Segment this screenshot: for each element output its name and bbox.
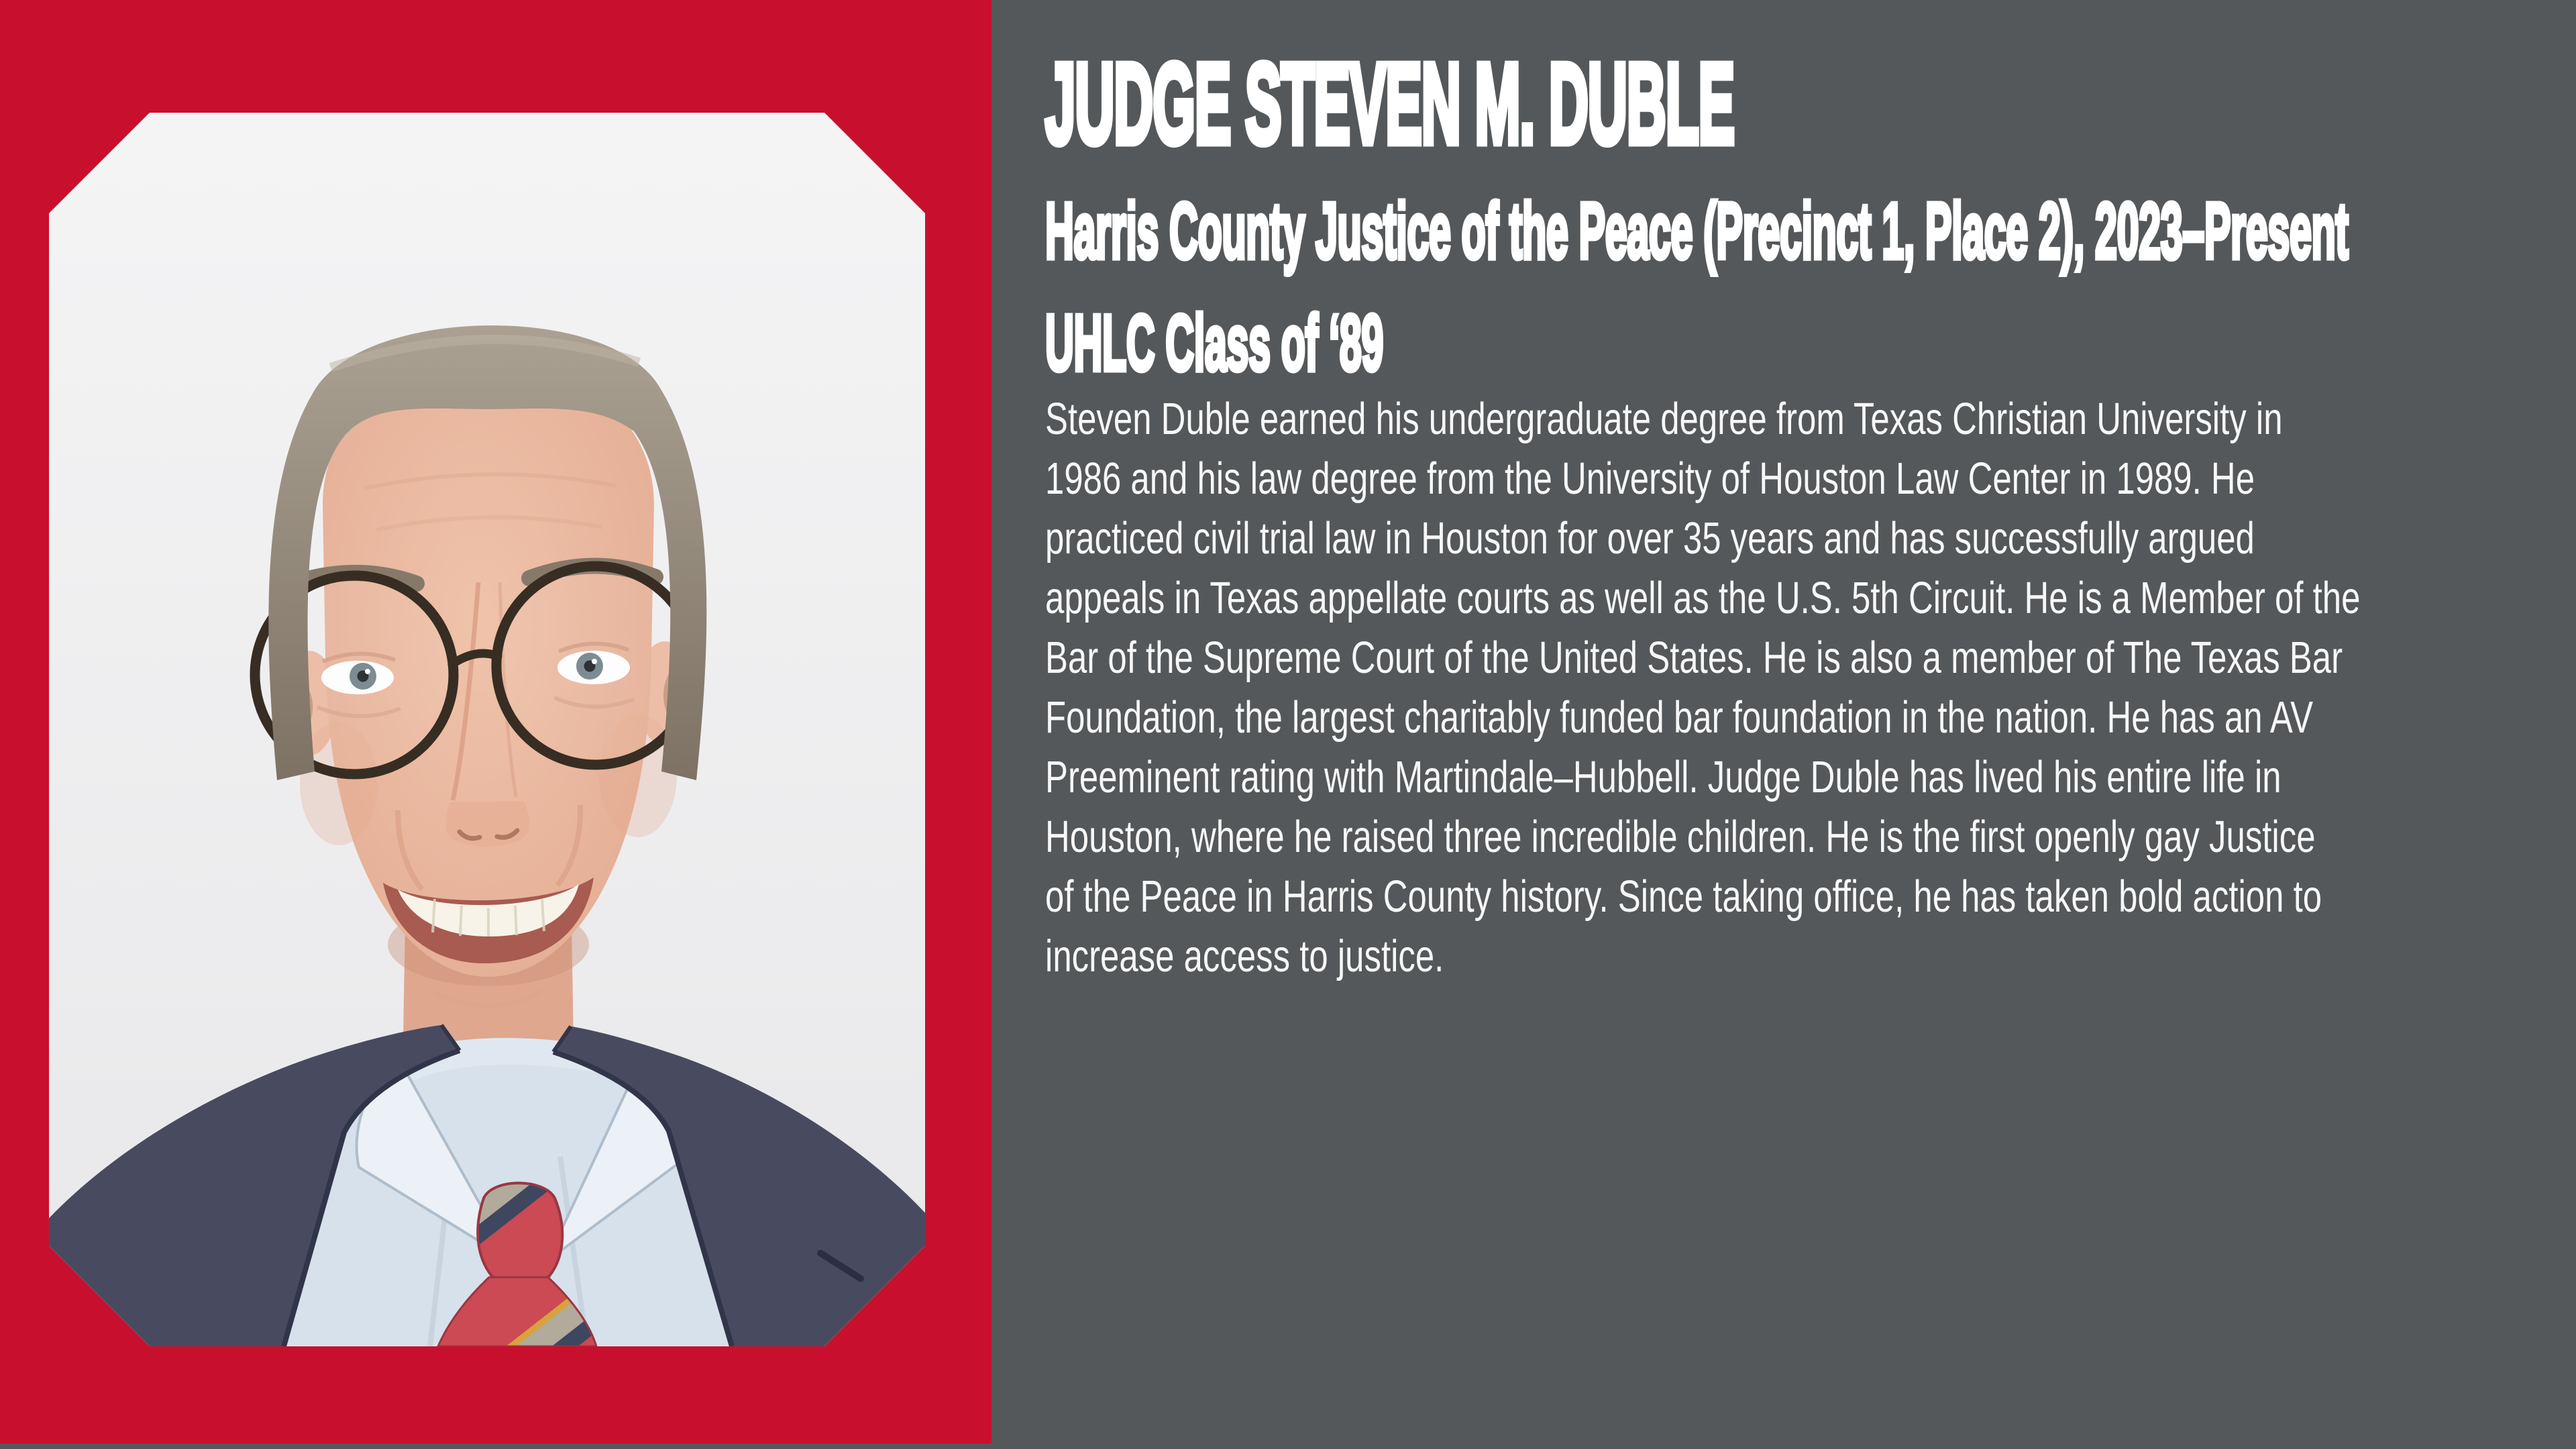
judge-role-heading [1045,186,2576,276]
page-title [1045,40,2481,168]
bio-line: 1986 and his law degree from the University of Houston Law Center in 1989. He [1045,453,2255,504]
bio-content-column [1045,0,2576,1449]
bio-line: of the Peace in Harris County history. Since taking office, he has taken bold action to [1045,871,2322,922]
bio-paragraph [1045,389,2576,986]
uhlc-class-text: UHLC Class of ‘89 [1045,299,1383,388]
portrait-illustration [49,113,925,1346]
uhlc-class-heading [1045,299,1721,388]
bio-line: practiced civil trial law in Houston for over 35 years and has successfully argued [1045,513,2255,564]
bio-line: increase access to justice. [1045,931,1444,981]
bio-line: Bar of the Supreme Court of the United States. He is also a member of The Texas Bar [1045,633,2343,683]
bio-line: Foundation, the largest charitably funded bar foundation in the nation. He has an AV [1045,692,2314,743]
bio-line: appeals in Texas appellate courts as well as the U.S. 5th Circuit. He is a Member of the [1045,573,2361,623]
bio-line: Preeminent rating with Martindale–Hubbell. Judge Duble has lived his entire life in [1045,752,2282,802]
judge-role-text: Harris County Justice of the Peace (Precinct 1, Place 2), 2023–Present [1045,186,2349,276]
bio-line: Houston, where he raised three incredible children. He is the first openly gay Justice [1045,812,2316,862]
red-side-panel [0,0,991,1444]
judge-name-text: JUDGE STEVEN M. DUBLE [1045,40,1735,168]
judge-portrait-photo [49,113,925,1346]
bio-line: Steven Duble earned his undergraduate degree from Texas Christian University in [1045,394,2283,444]
